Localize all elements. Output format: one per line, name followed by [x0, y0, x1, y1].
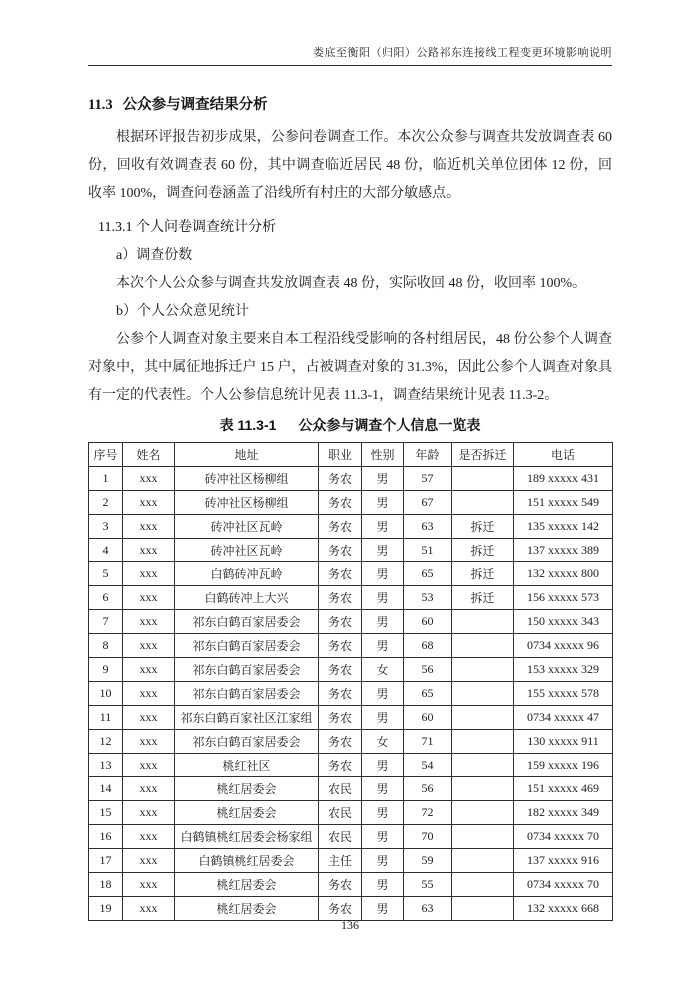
paragraph-survey-overview: 根据环评报告初步成果，公参问卷调查工作。本次公众参与调查共发放调查表 60 份，回收有效调查表 60 份，其中调查临近居民 48 份，临近机关单位团体 12 份，回收率 100%，调查问卷涵盖了沿线所有村庄的大部分敏感点。: [88, 130, 612, 201]
table-cell: 男: [362, 562, 404, 586]
table-cell: xxx: [123, 729, 175, 753]
table-cell: 男: [362, 705, 404, 729]
table-cell: [452, 490, 514, 514]
table-header-row: [89, 443, 613, 467]
table-cell: 56: [404, 777, 452, 801]
table-cell: [452, 681, 514, 705]
table-cell: 135 xxxxx 142: [514, 514, 613, 538]
table-cell: 祁东白鹤百家居委会: [175, 681, 319, 705]
table-cell: 祁东白鹤百家社区江家组: [175, 705, 319, 729]
table-row: [89, 634, 613, 658]
table-cell: 白鹤镇桃红居委会杨家组: [175, 825, 319, 849]
table-cell: 53: [404, 586, 452, 610]
table-cell: 农民: [319, 777, 362, 801]
table-row: [89, 777, 613, 801]
table-cell: 65: [404, 681, 452, 705]
table-cell: 桃红社区: [175, 753, 319, 777]
table-cell: 159 xxxxx 196: [514, 753, 613, 777]
table-cell: 砖冲社区杨柳组: [175, 490, 319, 514]
table-row: [89, 825, 613, 849]
table-cell: 拆迁: [452, 538, 514, 562]
table-cell: 151 xxxxx 549: [514, 490, 613, 514]
table-row: [89, 658, 613, 682]
section-heading: [88, 93, 612, 114]
running-header: [88, 44, 612, 66]
table-cell: 0734 xxxxx 47: [514, 705, 613, 729]
table-cell: xxx: [123, 466, 175, 490]
table-cell: 11: [89, 705, 123, 729]
table-cell: [452, 610, 514, 634]
table-cell: 72: [404, 801, 452, 825]
table-cell: 57: [404, 466, 452, 490]
table-cell: 桃红居委会: [175, 801, 319, 825]
table-cell: 男: [362, 777, 404, 801]
table-row: [89, 490, 613, 514]
table-row: [89, 705, 613, 729]
list-item-b: b）个人公众意见统计: [116, 304, 249, 319]
table-cell: 男: [362, 490, 404, 514]
table-cell: 白鹤砖冲瓦岭: [175, 562, 319, 586]
table-cell: 67: [404, 490, 452, 514]
column-header: 地址: [175, 443, 319, 467]
table-cell: [452, 466, 514, 490]
table-cell: 155 xxxxx 578: [514, 681, 613, 705]
table-cell: 189 xxxxx 431: [514, 466, 613, 490]
table-cell: 60: [404, 610, 452, 634]
paragraph-questionnaire-count: 本次个人公众参与调查共发放调查表 48 份，实际收回 48 份，收回率 100%。: [116, 276, 587, 291]
table-cell: 51: [404, 538, 452, 562]
table-cell: 男: [362, 586, 404, 610]
table-cell: 132 xxxxx 800: [514, 562, 613, 586]
table-cell: 祁东白鹤百家居委会: [175, 729, 319, 753]
table-cell: 务农: [319, 873, 362, 897]
table-cell: 16: [89, 825, 123, 849]
table-cell: xxx: [123, 681, 175, 705]
table-cell: 60: [404, 705, 452, 729]
table-cell: 拆迁: [452, 586, 514, 610]
table-cell: 农民: [319, 801, 362, 825]
table-cell: 56: [404, 658, 452, 682]
table-row: [89, 681, 613, 705]
table-row: [89, 514, 613, 538]
table-cell: 男: [362, 466, 404, 490]
table-cell: 男: [362, 849, 404, 873]
table-cell: 务农: [319, 562, 362, 586]
table-cell: xxx: [123, 610, 175, 634]
table-row: [89, 849, 613, 873]
table-cell: xxx: [123, 586, 175, 610]
table-cell: 54: [404, 753, 452, 777]
table-row: [89, 538, 613, 562]
table-cell: 务农: [319, 490, 362, 514]
table-cell: 19: [89, 896, 123, 920]
table-cell: 137 xxxxx 916: [514, 849, 613, 873]
running-header-title: 娄底至衡阳（归阳）公路祁东连接线工程变更环境影响说明: [313, 47, 612, 59]
page-number: 136: [341, 918, 359, 932]
table-cell: 18: [89, 873, 123, 897]
table-row: [89, 896, 613, 920]
table-cell: 砖冲社区瓦岭: [175, 514, 319, 538]
section-title: 公众参与调查结果分析: [122, 97, 268, 113]
table-cell: 主任: [319, 849, 362, 873]
list-item-a: a）调查份数: [116, 248, 193, 263]
table-cell: 男: [362, 610, 404, 634]
table-cell: 63: [404, 514, 452, 538]
table-cell: 130 xxxxx 911: [514, 729, 613, 753]
table-cell: 桃红居委会: [175, 896, 319, 920]
paragraph-respondent-description: 公参个人调查对象主要来自本工程沿线受影响的各村组居民，48 份公参个人调查对象中，其中属征地拆迁户 15 户，占被调查对象的 31.3%，因此公参个人调查对象具有一定的代表性。个人公参信息统计见表 11.3-1，调查结果统计见表 11.3-2。: [88, 332, 612, 403]
column-header: 序号: [89, 443, 123, 467]
table-cell: 务农: [319, 634, 362, 658]
table-cell: 55: [404, 873, 452, 897]
table-cell: 男: [362, 873, 404, 897]
table-cell: 4: [89, 538, 123, 562]
column-header: 性别: [362, 443, 404, 467]
table-cell: 男: [362, 634, 404, 658]
table-cell: 农民: [319, 825, 362, 849]
table-cell: 151 xxxxx 469: [514, 777, 613, 801]
table-cell: 150 xxxxx 343: [514, 610, 613, 634]
table-caption-label: 表 11.3-1: [219, 417, 277, 433]
table-cell: 拆迁: [452, 562, 514, 586]
table-cell: xxx: [123, 490, 175, 514]
table-cell: [452, 729, 514, 753]
table-cell: xxx: [123, 658, 175, 682]
column-header: 职业: [319, 443, 362, 467]
table-row: [89, 801, 613, 825]
table-cell: 白鹤镇桃红居委会: [175, 849, 319, 873]
table-row: [89, 873, 613, 897]
table-cell: 祁东白鹤百家居委会: [175, 610, 319, 634]
table-cell: 务农: [319, 610, 362, 634]
table-cell: 务农: [319, 514, 362, 538]
table-cell: 153 xxxxx 329: [514, 658, 613, 682]
table-cell: xxx: [123, 538, 175, 562]
table-cell: [452, 753, 514, 777]
table-cell: [452, 634, 514, 658]
table-cell: 桃红居委会: [175, 873, 319, 897]
survey-respondents-table: [88, 442, 613, 921]
section-number: 11.3: [88, 97, 113, 113]
table-cell: 182 xxxxx 349: [514, 801, 613, 825]
table-cell: 务农: [319, 658, 362, 682]
table-cell: xxx: [123, 705, 175, 729]
table-body: [89, 466, 613, 920]
table-cell: 男: [362, 538, 404, 562]
table-cell: 68: [404, 634, 452, 658]
table-row: [89, 466, 613, 490]
table-cell: 71: [404, 729, 452, 753]
table-cell: 男: [362, 681, 404, 705]
table-cell: [452, 849, 514, 873]
table-cell: xxx: [123, 825, 175, 849]
table-cell: 务农: [319, 753, 362, 777]
table-cell: xxx: [123, 801, 175, 825]
table-cell: 务农: [319, 466, 362, 490]
table-cell: 70: [404, 825, 452, 849]
table-cell: 7: [89, 610, 123, 634]
table-row: [89, 753, 613, 777]
table-cell: 15: [89, 801, 123, 825]
column-header: 电话: [514, 443, 613, 467]
table-cell: 2: [89, 490, 123, 514]
table-cell: 17: [89, 849, 123, 873]
table-cell: 10: [89, 681, 123, 705]
table-cell: 务农: [319, 705, 362, 729]
table-cell: 拆迁: [452, 514, 514, 538]
table-cell: 女: [362, 658, 404, 682]
table-cell: [452, 873, 514, 897]
table-cell: 137 xxxxx 389: [514, 538, 613, 562]
table-cell: 1: [89, 466, 123, 490]
table-cell: 男: [362, 896, 404, 920]
subsection-heading: 11.3.1 个人问卷调查统计分析: [98, 220, 276, 235]
table-row: [89, 562, 613, 586]
table-cell: 务农: [319, 586, 362, 610]
table-cell: 5: [89, 562, 123, 586]
table-cell: 祁东白鹤百家居委会: [175, 658, 319, 682]
table-cell: 132 xxxxx 668: [514, 896, 613, 920]
table-cell: [452, 896, 514, 920]
table-cell: 白鹤砖冲上大兴: [175, 586, 319, 610]
table-cell: 务农: [319, 538, 362, 562]
table-cell: xxx: [123, 514, 175, 538]
table-caption-title: 公众参与调查个人信息一览表: [298, 417, 481, 433]
table-cell: 14: [89, 777, 123, 801]
table-cell: xxx: [123, 634, 175, 658]
table-cell: xxx: [123, 896, 175, 920]
table-cell: 0734 xxxxx 70: [514, 873, 613, 897]
table-cell: xxx: [123, 873, 175, 897]
table-cell: 8: [89, 634, 123, 658]
table-cell: 13: [89, 753, 123, 777]
table-cell: 男: [362, 753, 404, 777]
table-cell: [452, 801, 514, 825]
table-cell: xxx: [123, 753, 175, 777]
table-cell: 9: [89, 658, 123, 682]
table-row: [89, 729, 613, 753]
table-cell: [452, 825, 514, 849]
table-cell: 务农: [319, 896, 362, 920]
table-cell: 女: [362, 729, 404, 753]
table-cell: 桃红居委会: [175, 777, 319, 801]
table-row: [89, 586, 613, 610]
table-cell: xxx: [123, 849, 175, 873]
table-cell: xxx: [123, 562, 175, 586]
table-cell: 务农: [319, 681, 362, 705]
table-cell: 砖冲社区瓦岭: [175, 538, 319, 562]
table-cell: 祁东白鹤百家居委会: [175, 634, 319, 658]
table-caption: [88, 415, 612, 435]
table-cell: [452, 705, 514, 729]
table-cell: 男: [362, 514, 404, 538]
table-cell: 务农: [319, 729, 362, 753]
column-header: 姓名: [123, 443, 175, 467]
table-cell: 男: [362, 801, 404, 825]
table-cell: 3: [89, 514, 123, 538]
column-header: 是否拆迁: [452, 443, 514, 467]
table-cell: [452, 777, 514, 801]
table-cell: [452, 658, 514, 682]
table-cell: 59: [404, 849, 452, 873]
table-cell: 砖冲社区杨柳组: [175, 466, 319, 490]
table-cell: 65: [404, 562, 452, 586]
column-header: 年龄: [404, 443, 452, 467]
table-cell: 156 xxxxx 573: [514, 586, 613, 610]
table-cell: 12: [89, 729, 123, 753]
table-cell: 6: [89, 586, 123, 610]
table-cell: 男: [362, 825, 404, 849]
table-cell: 0734 xxxxx 96: [514, 634, 613, 658]
table-cell: xxx: [123, 777, 175, 801]
table-cell: 63: [404, 896, 452, 920]
table-cell: 0734 xxxxx 70: [514, 825, 613, 849]
table-row: [89, 610, 613, 634]
